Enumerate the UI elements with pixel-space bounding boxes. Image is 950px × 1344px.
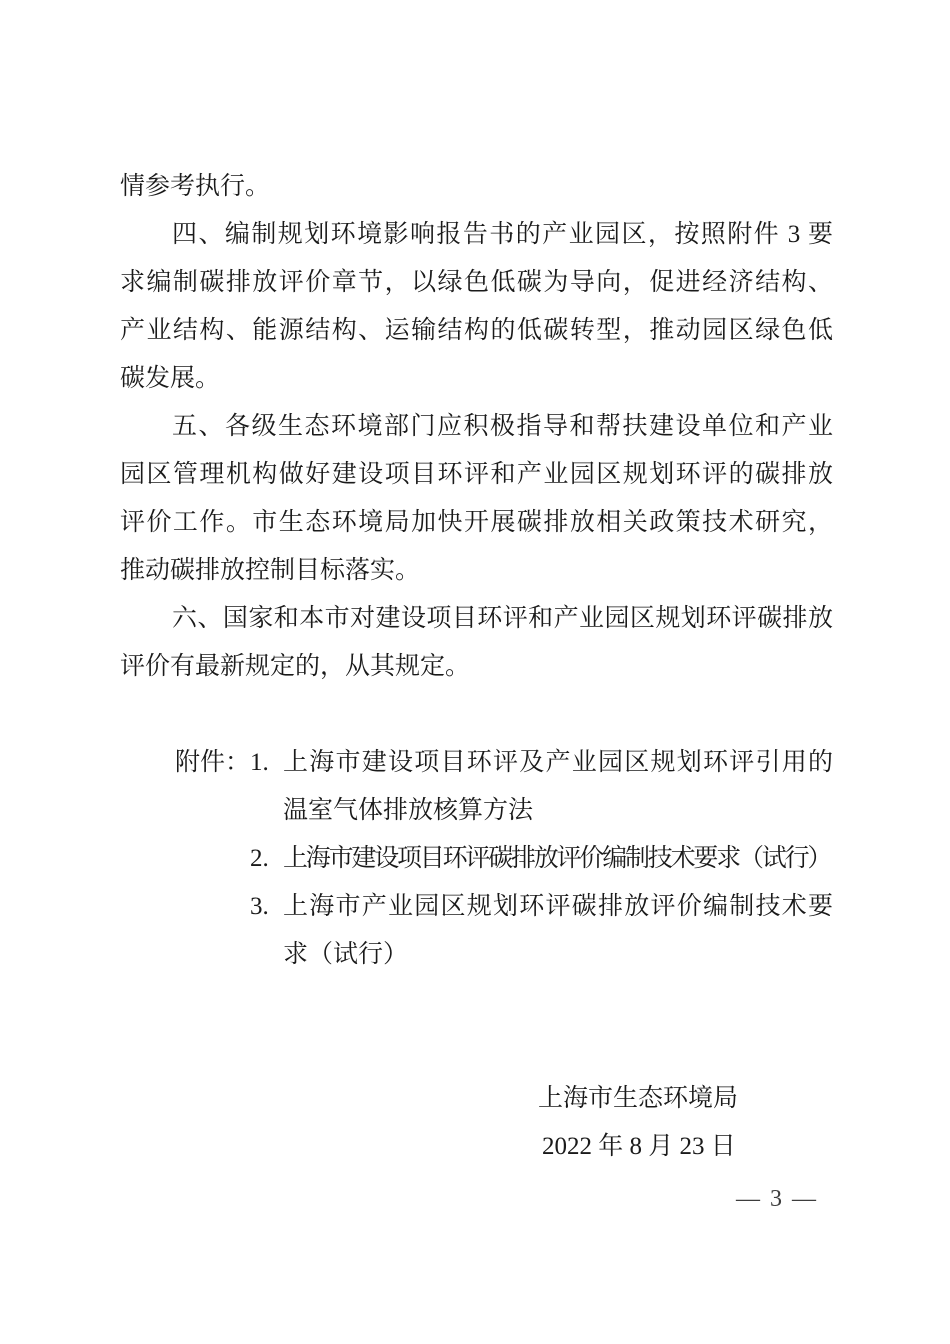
paragraph [120, 163, 833, 211]
body-line: 推动碳排放控制目标落实。 [120, 557, 421, 584]
body-line: 产业结构、能源结构、运输结构的低碳转型，推动园区绿色低 [120, 317, 833, 344]
attachments-list [120, 739, 833, 979]
body-line: 碳发展。 [120, 365, 221, 392]
body-line: 评价有最新规定的，从其规定。 [120, 653, 471, 680]
body-line: 求编制碳排放评价章节，以绿色低碳为导向，促进经济结构、 [120, 269, 833, 296]
attachment-item-2 [120, 835, 833, 883]
paragraph [120, 595, 833, 691]
attachment-item-3 [120, 883, 833, 931]
issuing-authority: 上海市生态环境局 [538, 1085, 739, 1112]
body-line: 四、编制规划环境影响报告书的产业园区，按照附件 3 要 [172, 221, 833, 248]
attachment-title: 上海市建设项目环评碳排放评价编制技术要求（试行） [283, 845, 831, 872]
attachment-item-1 [120, 739, 833, 787]
body-line: 五、各级生态环境部门应积极指导和帮扶建设单位和产业 [172, 413, 833, 440]
attachment-title: 上海市产业园区规划环评碳排放评价编制技术要 [283, 893, 833, 920]
body-line: 园区管理机构做好建设项目环评和产业园区规划环评的碳排放 [120, 461, 833, 488]
signature-block [120, 1075, 833, 1171]
attachment-title: 上海市建设项目环评及产业园区规划环评引用的 [283, 749, 833, 776]
attachment-title-continuation: 求（试行） [283, 941, 409, 968]
page-number: — 3 — [736, 1186, 818, 1212]
attachment-number: 1. [250, 749, 269, 776]
attachments-label: 附件： [175, 749, 251, 776]
attachment-number: 2. [250, 845, 269, 872]
attachment-number: 3. [250, 893, 269, 920]
body-line: 评价工作。市生态环境局加快开展碳排放相关政策技术研究， [120, 509, 833, 536]
body-line: 情参考执行。 [120, 173, 271, 200]
document-body [120, 163, 833, 1171]
body-line: 六、国家和本市对建设项目环评和产业园区规划环评碳排放 [172, 605, 833, 632]
paragraph [120, 403, 833, 595]
paragraph [120, 211, 833, 403]
attachment-title-continuation: 温室气体排放核算方法 [283, 797, 534, 824]
issue-date: 2022 年 8 月 23 日 [542, 1133, 736, 1160]
